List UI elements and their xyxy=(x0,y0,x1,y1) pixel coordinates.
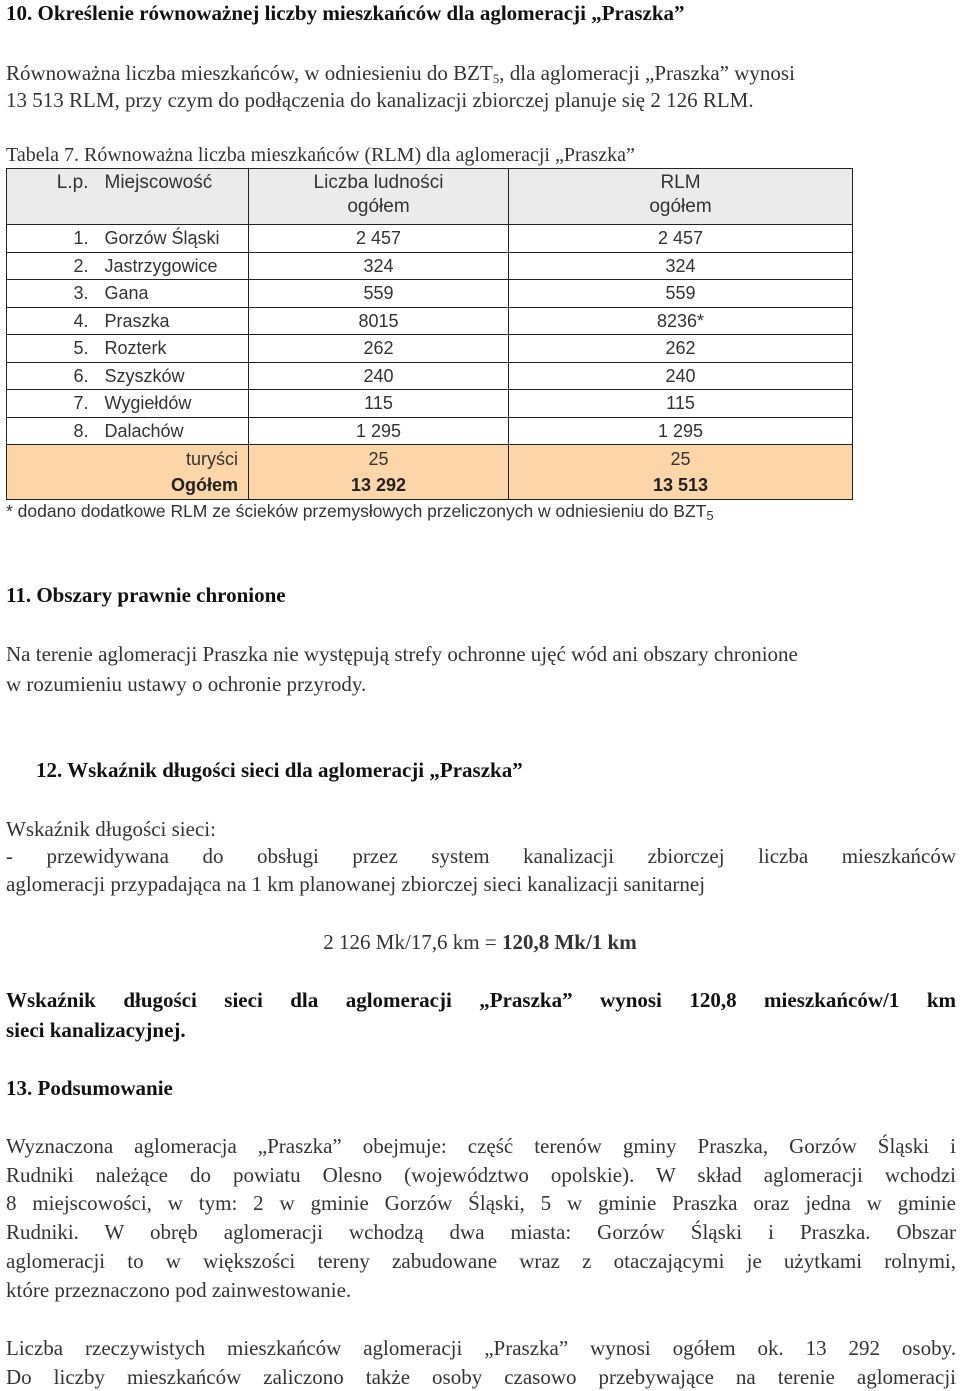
row-place: Dalachów xyxy=(99,417,249,445)
section-12-line-2: aglomeracji przypadająca na 1 km planowanej zbiorczej sieci kanalizacji sanitarnej xyxy=(6,872,706,896)
row-lp: 4. xyxy=(7,307,99,335)
row-population: 559 xyxy=(249,280,509,308)
table-row xyxy=(7,280,853,308)
tourists-label: turyści xyxy=(185,449,238,469)
section-12-intro: Wskaźnik długości sieci: xyxy=(6,817,216,841)
table-row xyxy=(7,252,853,280)
row-population: 2 457 xyxy=(249,225,509,253)
row-place: Wygiełdów xyxy=(99,390,249,418)
total-rlm: 13 513 xyxy=(652,475,709,495)
table-footnote: * dodano dodatkowe RLM ze ścieków przemysłowych przeliczonych w odniesieniu do $BZT_5$ xyxy=(6,501,714,523)
summary-line: które przeznaczono pod zainwestowanie. xyxy=(6,1278,352,1302)
total-population-cell xyxy=(249,445,509,500)
summary-line: Rudniki należące do powiatu Olesno (województwo opolskie). W skład aglomeracji wchodzi xyxy=(6,1163,956,1187)
header-place: Miejscowość xyxy=(99,169,249,225)
summary-line: 8 miejscowości, w tym: 2 w gminie Gorzów Śląski, 5 w gminie Praszka oraz jedna w gminie xyxy=(6,1191,956,1215)
row-rlm: 115 xyxy=(509,390,853,418)
section-12-conclusion-line-1: Wskaźnik długości sieci dla aglomeracji „Praszka” wynosi 120,8 mieszkańców/1 km xyxy=(6,988,956,1012)
summary-line: Wyznaczona aglomeracja „Praszka” obejmuje: część terenów gminy Praszka, Gorzów Śląski i xyxy=(6,1134,956,1158)
table-total-row xyxy=(7,445,853,500)
row-lp: 3. xyxy=(7,280,99,308)
row-lp: 6. xyxy=(7,362,99,390)
section-12-conclusion-line-2: sieci kanalizacyjnej. xyxy=(6,1018,186,1042)
header-population: Liczba ludności ogółem xyxy=(249,169,509,225)
row-place: Gorzów Śląski xyxy=(99,225,249,253)
table-header-row xyxy=(7,169,853,225)
row-rlm: 1 295 xyxy=(509,417,853,445)
section-11-heading: 11. Obszary prawnie chronione xyxy=(6,583,286,607)
total-label-cell xyxy=(7,445,249,500)
table-row xyxy=(7,362,853,390)
row-lp: 8. xyxy=(7,417,99,445)
row-rlm: 324 xyxy=(509,252,853,280)
section-10-heading: 10. Określenie równoważnej liczby mieszkańców dla aglomeracji „Praszka” xyxy=(6,1,685,25)
total-label: Ogółem xyxy=(170,475,238,495)
row-population: 262 xyxy=(249,335,509,363)
row-place: Rozterk xyxy=(99,335,249,363)
table-row xyxy=(7,307,853,335)
section-12-heading: 12. Wskaźnik długości sieci dla aglomeracji „Praszka” xyxy=(36,758,523,782)
section-11-line-1: Na terenie aglomeracji Praszka nie występują strefy ochronne ujęć wód ani obszary chronione xyxy=(6,642,798,666)
row-rlm: 262 xyxy=(509,335,853,363)
header-lp: L.p. xyxy=(7,169,99,225)
row-lp: 7. xyxy=(7,390,99,418)
row-population: 8015 xyxy=(249,307,509,335)
summary-line: Liczba rzeczywistych mieszkańców aglomeracji „Praszka” wynosi ogółem ok. 13 292 osoby. xyxy=(6,1336,956,1360)
summary-line: Rudniki. W obręb aglomeracji wchodzą dwa miasta: Gorzów Śląski i Praszka. Obszar xyxy=(6,1220,956,1244)
summary-line: aglomeracji to w większości tereny zabudowane wraz z otaczającymi je użytkami rolnymi, xyxy=(6,1249,956,1273)
table-row xyxy=(7,417,853,445)
rlm-table xyxy=(6,168,853,500)
table-row xyxy=(7,390,853,418)
row-place: Jastrzygowice xyxy=(99,252,249,280)
row-population: 324 xyxy=(249,252,509,280)
table-caption: Tabela 7. Równoważna liczba mieszkańców (RLM) dla aglomeracji „Praszka” xyxy=(6,144,635,166)
section-11-line-2: w rozumieniu ustawy o ochronie przyrody. xyxy=(6,672,367,696)
tourists-rlm: 25 xyxy=(670,449,691,469)
section-10-line-1: Równoważna liczba mieszkańców, w odniesieniu do $BZT_5$, dla aglomeracji „Praszka” wynosi xyxy=(6,61,795,86)
row-lp: 5. xyxy=(7,335,99,363)
total-rlm-cell xyxy=(509,445,853,500)
section-12-line-1: - przewidywana do obsługi przez system kanalizacji zbiorczej liczba mieszkańców xyxy=(6,844,956,868)
row-place: Gana xyxy=(99,280,249,308)
summary-line: Do liczby mieszkańców zaliczono także osoby czasowo przebywające na terenie aglomeracji xyxy=(6,1365,956,1389)
network-length-formula: 2 126 Mk/17,6 km = 120,8 Mk/1 km xyxy=(323,930,637,954)
section-10-line-2: 13 513 RLM, przy czym do podłączenia do kanalizacji zbiorczej planuje się 2 126 RLM. xyxy=(6,88,754,112)
section-13-heading: 13. Podsumowanie xyxy=(6,1076,173,1100)
tourists-population: 25 xyxy=(368,449,389,469)
row-rlm: 8236* xyxy=(509,307,853,335)
table-row xyxy=(7,225,853,253)
row-place: Praszka xyxy=(99,307,249,335)
row-lp: 1. xyxy=(7,225,99,253)
row-rlm: 240 xyxy=(509,362,853,390)
row-rlm: 2 457 xyxy=(509,225,853,253)
table-row xyxy=(7,335,853,363)
row-population: 1 295 xyxy=(249,417,509,445)
row-population: 240 xyxy=(249,362,509,390)
row-place: Szyszków xyxy=(99,362,249,390)
header-rlm: RLM ogółem xyxy=(509,169,853,225)
row-lp: 2. xyxy=(7,252,99,280)
total-population: 13 292 xyxy=(350,475,407,495)
row-population: 115 xyxy=(249,390,509,418)
row-rlm: 559 xyxy=(509,280,853,308)
